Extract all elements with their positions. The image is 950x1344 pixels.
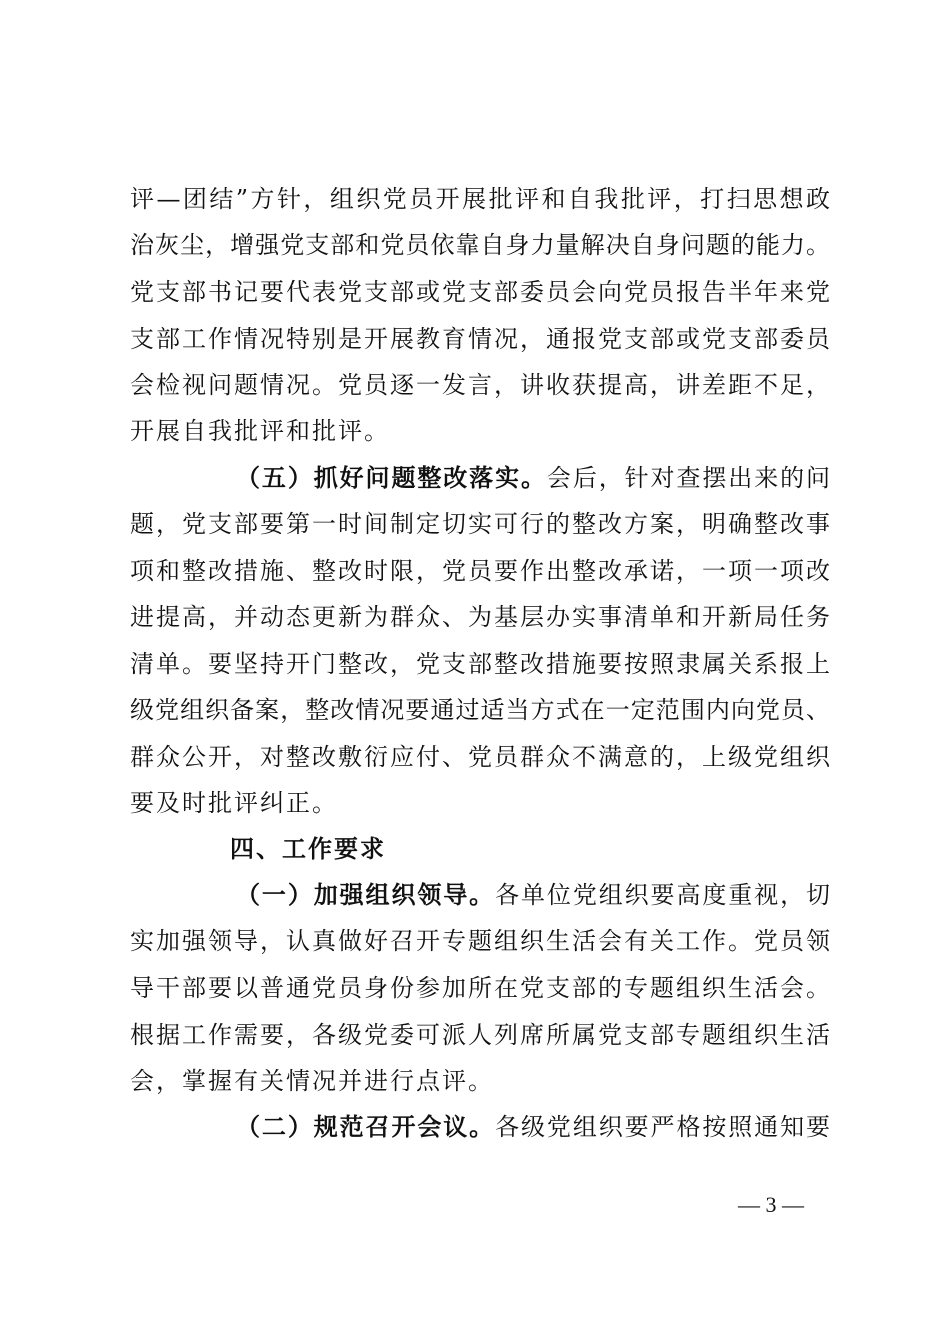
- item-1-title: （一）加强组织领导。: [236, 881, 496, 909]
- body-line: 党支部书记要代表党支部或党支部委员会向党员报告半年来党: [130, 278, 830, 306]
- body-line: 级党组织备案，整改情况要通过适当方式在一定范围内向党员、: [130, 696, 830, 724]
- body-line: 进提高，并动态更新为群众、为基层办实事清单和开新局任务: [130, 603, 830, 631]
- body-line: 评—团结”方针，组织党员开展批评和自我批评，打扫思想政: [130, 185, 830, 213]
- body-line: 群众公开，对整改敷衍应付、党员群众不满意的，上级党组织: [130, 743, 830, 771]
- body-line: 导干部要以普通党员身份参加所在党支部的专题组织生活会。: [130, 974, 830, 1002]
- item-2-title: （二）规范召开会议。: [236, 1113, 496, 1141]
- section-5-title: （五）抓好问题整改落实。: [236, 464, 547, 492]
- body-line: 会检视问题情况。党员逐一发言，讲收获提高，讲差距不足，: [130, 371, 830, 399]
- item-1-first-line: [236, 872, 830, 918]
- item-2-first-line: [236, 1104, 830, 1150]
- body-line: 支部工作情况特别是开展教育情况，通报党支部或党支部委员: [130, 325, 830, 353]
- body-line: 清单。要坚持开门整改，党支部整改措施要按照隶属关系报上: [130, 650, 830, 678]
- body-line: 治灰尘，增强党支部和党员依靠自身力量解决自身问题的能力。: [130, 231, 830, 259]
- section-heading: 四、工作要求: [230, 835, 386, 863]
- section-5-first-line: [236, 455, 830, 501]
- body-line: 题，党支部要第一时间制定切实可行的整改方案，明确整改事: [130, 510, 830, 538]
- body-line: 开展自我批评和批评。: [130, 417, 390, 445]
- body-line: 会，掌握有关情况并进行点评。: [130, 1067, 494, 1095]
- body-line: 项和整改措施、整改时限，党员要作出整改承诺，一项一项改: [130, 557, 830, 585]
- item-2-text: 各级党组织要严格按照通知要: [495, 1113, 831, 1141]
- body-line: 要及时批评纠正。: [130, 789, 338, 817]
- body-line: 根据工作需要，各级党委可派人列席所属党支部专题组织生活: [130, 1021, 830, 1049]
- item-1-text: 各单位党组织要高度重视，切: [495, 881, 831, 909]
- page-number: — 3 —: [738, 1192, 804, 1217]
- body-line: 实加强领导，认真做好召开专题组织生活会有关工作。党员领: [130, 927, 830, 955]
- section-5-text: 会后，针对查摆出来的问: [546, 464, 831, 492]
